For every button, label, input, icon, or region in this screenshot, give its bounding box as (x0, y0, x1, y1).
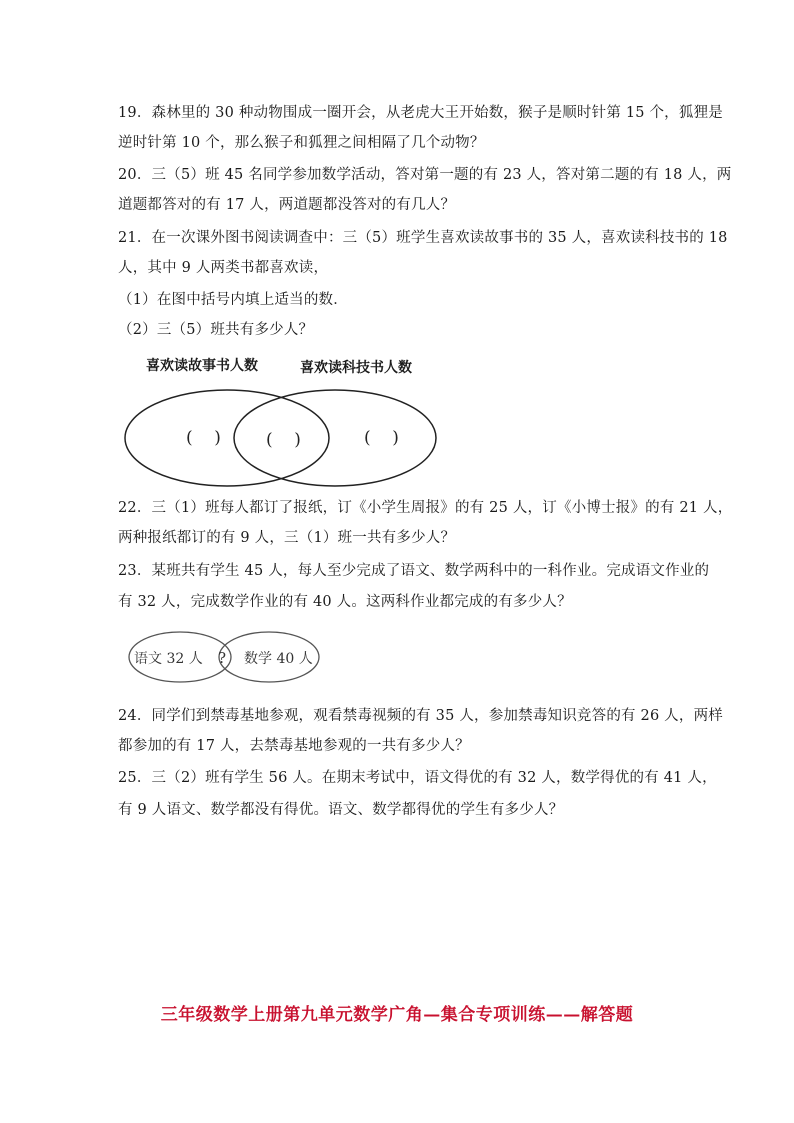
q24-line2: 都参加的有 17 人，去禁毒基地参观的一共有多少人？ (118, 738, 470, 754)
q21-sub2: （2）三（5）班共有多少人？ (118, 322, 314, 338)
venn-unknown-text: ? (218, 649, 227, 667)
q23-line1: 23．某班共有学生 45 人，每人至少完成了语文、数学两科中的一科作业。完成语文作业的 (118, 563, 710, 579)
venn-left-label: 喜欢读故事书人数 (146, 358, 258, 374)
venn-math-text: 数学 40 人 (244, 651, 313, 667)
venn-middle-blank[interactable]: ( ) (266, 430, 301, 450)
venn-right-label: 喜欢读科技书人数 (300, 360, 412, 376)
q20-line2: 道题都答对的有 17 人，两道题都没答对的有几人？ (118, 197, 456, 213)
footer-title: 三年级数学上册第九单元数学广角—集合专项训练——解答题 (160, 1005, 634, 1025)
venn-left-blank[interactable]: ( ) (186, 428, 221, 448)
q20-line1: 20．三（5）班 45 名同学参加数学活动，答对第一题的有 23 人，答对第二题的有 18 人，两 (118, 167, 732, 183)
q21-line2: 人，其中 9 人两类书都喜欢读， (118, 260, 329, 276)
q22-line2: 两种报纸都订的有 9 人，三（1）班一共有多少人？ (118, 530, 456, 546)
q23-venn-diagram (124, 626, 324, 688)
q25-line1: 25．三（2）班有学生 56 人。在期末考试中，语文得优的有 32 人，数学得优的有 41 人， (118, 770, 717, 786)
q24-line1: 24．同学们到禁毒基地参观，观看禁毒视频的有 35 人，参加禁毒知识竞答的有 26 人，两样 (118, 708, 723, 724)
q19-line2: 逆时针第 10 个，那么猴子和狐狸之间相隔了几个动物？ (118, 135, 485, 151)
q23-line2: 有 32 人，完成数学作业的有 40 人。这两科作业都完成的有多少人？ (118, 594, 572, 610)
q21-sub1: （1）在图中括号内填上适当的数． (118, 292, 348, 308)
q19-line1: 19．森林里的 30 种动物围成一圈开会，从老虎大王开始数，猴子是顺时针第 15 个，狐狸是 (118, 105, 723, 121)
venn-right-blank[interactable]: ( ) (364, 428, 399, 448)
q21-line1: 21．在一次课外图书阅读调查中：三（5）班学生喜欢读故事书的 35 人，喜欢读科技书的 18 (118, 230, 728, 246)
q25-line2: 有 9 人语文、数学都没有得优。语文、数学都得优的学生有多少人？ (118, 802, 564, 818)
q22-line1: 22．三（1）班每人都订了报纸，订《小学生周报》的有 25 人，订《小博士报》的有 21 人， (118, 500, 733, 516)
venn-chinese-text: 语文 32 人 (134, 651, 203, 667)
venn-right-ellipse (234, 390, 436, 486)
q21-venn-diagram (120, 385, 440, 495)
